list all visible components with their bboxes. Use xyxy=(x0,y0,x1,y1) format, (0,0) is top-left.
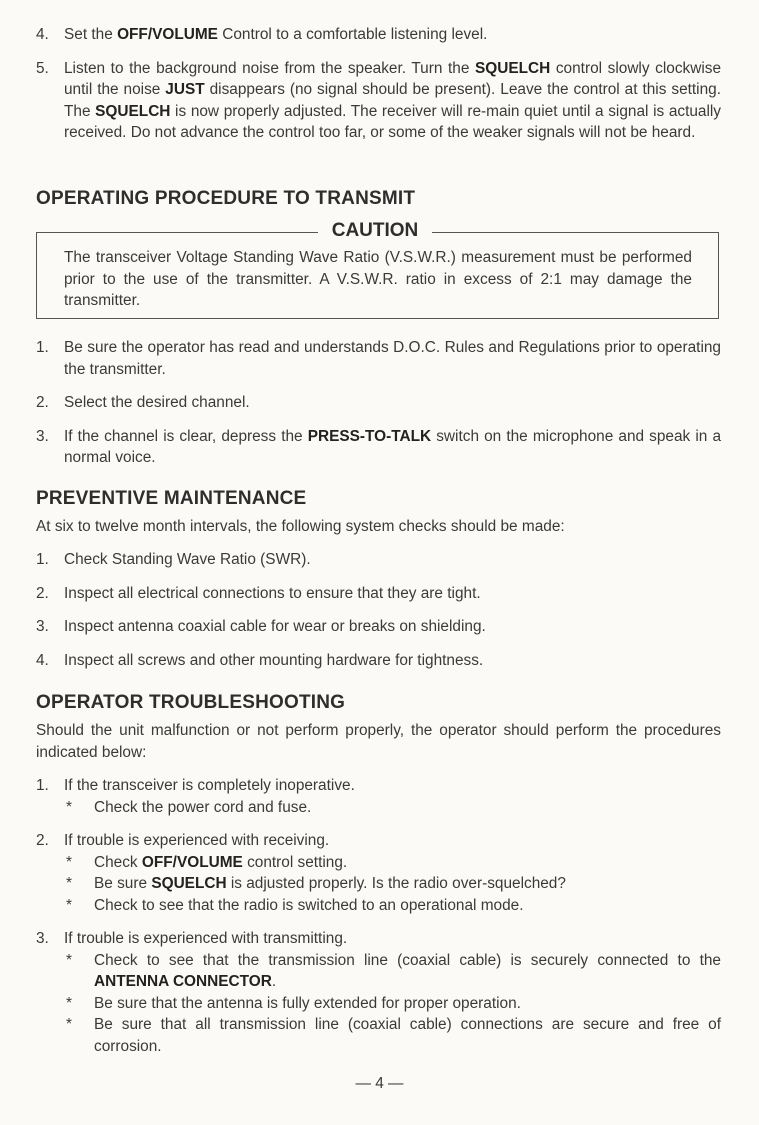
bullet-asterisk: * xyxy=(66,951,72,969)
body-text: Check to see that the radio is switched to an operational mode. xyxy=(94,896,524,914)
body-text: control slowly clockwise until the noise xyxy=(64,59,721,98)
section-heading-maintenance: PREVENTIVE MAINTENANCE xyxy=(36,488,307,509)
list-item xyxy=(0,24,759,46)
list-item xyxy=(0,549,759,571)
bullet-asterisk: * xyxy=(66,875,72,892)
list-item xyxy=(0,58,759,144)
caution-text: The transceiver Voltage Standing Wave Ratio (V.S.W.R.) measurement must be performed prior to the use of the transmitter. A V.S.W.R. ratio in excess of 2:1 may damage the transmitter. xyxy=(64,249,692,309)
maintenance-intro: At six to twelve month intervals, the following system checks should be made: xyxy=(36,518,565,535)
body-text: switch on the microphone and speak in a normal voice. xyxy=(64,427,722,466)
list-number: 5. xyxy=(36,59,49,77)
section-heading-troubleshooting: OPERATOR TROUBLESHOOTING xyxy=(36,692,346,713)
list-item xyxy=(0,426,759,469)
list-number: 4. xyxy=(36,26,49,43)
sub-item xyxy=(0,895,759,917)
top-list xyxy=(0,24,759,144)
body-text: Inspect antenna coaxial cable for wear or breaks on shielding. xyxy=(64,618,486,635)
list-item xyxy=(0,337,759,380)
list-item xyxy=(0,583,759,605)
trouble-group xyxy=(0,928,759,1057)
body-text: Inspect all screws and other mounting hardware for tightness. xyxy=(64,651,484,669)
body-text: If trouble is experienced with receiving. xyxy=(64,832,330,849)
body-text: Check the power cord and fuse. xyxy=(94,798,312,816)
body-text: Control to a comfortable listening level. xyxy=(217,26,488,43)
list-number: 1. xyxy=(36,551,49,568)
bullet-asterisk: * xyxy=(66,994,72,1012)
sub-item xyxy=(0,873,759,895)
list-number: 3. xyxy=(36,930,49,947)
emphasis-text: OFF/VOLUME xyxy=(141,853,243,871)
list-number: 3. xyxy=(36,427,49,445)
list-number: 1. xyxy=(36,777,49,794)
body-text: Be sure that all transmission line (coaxial cable) connections are secure and free of corrosion. xyxy=(94,1016,721,1055)
body-text: Check Standing Wave Ratio (SWR). xyxy=(64,551,311,568)
list-item xyxy=(0,775,759,797)
bullet-asterisk: * xyxy=(66,896,72,914)
body-text: Be sure xyxy=(94,875,152,892)
page-number: — 4 — xyxy=(355,1075,404,1092)
emphasis-text: SQUELCH xyxy=(151,875,227,892)
body-text: Listen to the background noise from the speaker. Turn the xyxy=(64,59,476,77)
list-number: 2. xyxy=(36,832,49,849)
body-text: Inspect all electrical connections to ensure that they are tight. xyxy=(64,584,481,602)
body-text: Set the xyxy=(64,26,118,43)
troubleshooting-intro: Should the unit malfunction or not perform properly, the operator should perform the procedures indicated below: xyxy=(36,722,721,761)
body-text: Check xyxy=(94,853,142,871)
list-item xyxy=(0,830,759,852)
body-text: disappears (no signal should be present). Leave the control at this setting. The xyxy=(64,81,721,120)
list-number: 2. xyxy=(36,584,49,602)
sub-item xyxy=(0,852,759,874)
list-number: 4. xyxy=(36,651,49,669)
emphasis-text: ANTENNA CONNECTOR xyxy=(94,973,272,990)
sub-item xyxy=(0,797,759,819)
body-text: If the transceiver is completely inoperative. xyxy=(64,777,355,794)
maintenance-steps xyxy=(0,549,759,671)
body-text: Select the desired channel. xyxy=(64,394,250,411)
body-text: If the channel is clear, depress the xyxy=(64,427,308,445)
sub-item xyxy=(0,993,759,1015)
list-item xyxy=(0,650,759,672)
bullet-asterisk: * xyxy=(66,1016,72,1033)
sub-item xyxy=(0,950,759,993)
caution-title: CAUTION xyxy=(331,220,419,241)
body-text: Be sure the operator has read and understands D.O.C. Rules and Regulations prior to operating the transmitter. xyxy=(64,339,721,378)
body-text: is now properly adjusted. The receiver will re-main quiet until a signal is actually received. Do not advance the control too far, or some of the weaker signals will not be heard. xyxy=(64,102,722,141)
emphasis-text: JUST xyxy=(165,81,205,98)
body-text: Be sure that the antenna is fully extended for proper operation. xyxy=(94,994,521,1012)
sub-item xyxy=(0,1014,759,1057)
body-text: Check to see that the transmission line (coaxial cable) is securely connected to the xyxy=(94,951,721,969)
bullet-asterisk: * xyxy=(66,798,72,816)
list-item xyxy=(0,392,759,414)
emphasis-text: PRESS-TO-TALK xyxy=(307,427,432,445)
section-heading-transmit: OPERATING PROCEDURE TO TRANSMIT xyxy=(36,188,416,209)
transmit-steps xyxy=(0,337,759,469)
troubleshooting-steps xyxy=(0,775,759,1057)
trouble-group xyxy=(0,830,759,916)
body-text: . xyxy=(271,973,277,990)
list-number: 2. xyxy=(36,394,49,411)
emphasis-text: OFF/VOLUME xyxy=(117,26,218,43)
body-text: is adjusted properly. Is the radio over-squelched? xyxy=(226,875,566,892)
list-number: 1. xyxy=(36,339,49,356)
list-number: 3. xyxy=(36,618,49,635)
body-text: If trouble is experienced with transmitting. xyxy=(64,930,348,947)
list-item xyxy=(0,928,759,950)
emphasis-text: SQUELCH xyxy=(95,102,171,120)
list-item xyxy=(0,616,759,638)
body-text: control setting. xyxy=(242,853,348,871)
emphasis-text: SQUELCH xyxy=(475,59,551,77)
bullet-asterisk: * xyxy=(66,853,72,871)
trouble-group xyxy=(0,775,759,818)
